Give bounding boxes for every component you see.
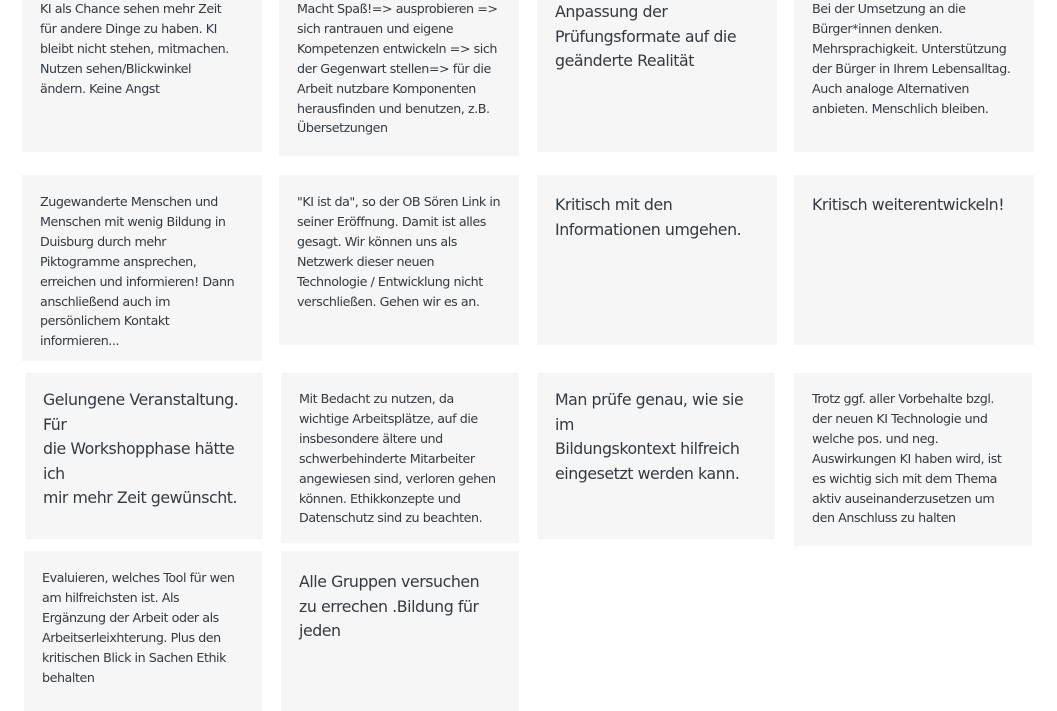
sticky-note[interactable] [794,175,1034,345]
sticky-note-text: Evaluieren, welches Tool für wen am hilfreichsten ist. Als Ergänzung der Arbeit oder als Arbeitserleixhterung. Plus den kritischen Blick in Sachen Ethik behalten [42,570,235,685]
sticky-note-text: Kritisch weiterentwickeln! [812,195,1005,214]
sticky-note[interactable] [537,373,775,539]
sticky-note[interactable] [281,551,519,711]
sticky-note-text: KI als Chance sehen mehr Zeit für andere Dinge zu haben. KI bleibt nicht stehen, mitmachen. Nutzen sehen/Blickwinkel ändern. Keine Angst [40,1,229,96]
sticky-note[interactable] [279,175,519,345]
sticky-note-text: Bei der Umsetzung an die Bürger*innen denken. Mehrsprachigkeit. Unterstützung der Bürger in Ihrem Lebensalltag. Auch analoge Alternativen anbieten. Menschlich bleiben. [812,1,1011,116]
sticky-note-text: Zugewanderte Menschen und Menschen mit wenig Bildung in Duisburg durch mehr Piktogramme ansprechen, erreichen und informieren! Dann anschließend auch im persönlichem Kontakt informieren... [40,194,235,349]
sticky-note[interactable] [794,0,1034,152]
sticky-note[interactable] [281,373,519,543]
sticky-note[interactable] [25,373,263,539]
sticky-note-text: Man prüfe genau, wie sie im Bildungskontext hilfreich eingesetzt werden kann. [555,390,744,483]
sticky-note-text: Anpassung der Prüfungsformate auf die geänderte Realität [555,2,737,71]
sticky-note[interactable] [794,373,1032,546]
sticky-note[interactable] [24,551,262,711]
sticky-note-text: Macht Spaß!=> ausprobieren => sich rantrauen und eigene Kompetenzen entwickeln => sich der Gegenwart stellen=> für die Arbeit nutzbare Komponenten herausfinden und benutzen, z.B. Übersetzungen [297,1,498,136]
sticky-note[interactable] [279,0,519,156]
sticky-note[interactable] [22,175,262,361]
sticky-note-text: Kritisch mit den Informationen umgehen. [555,195,742,239]
sticky-note-text: "KI ist da", so der OB Sören Link in seiner Eröffnung. Damit ist alles gesagt. Wir können uns als Netzwerk dieser neuen Technologie / Entwicklung nicht verschließen. Gehen wir es an. [297,194,501,309]
sticky-note[interactable] [22,0,262,152]
sticky-note[interactable] [537,175,777,345]
sticky-note-text: Gelungene Veranstaltung. Für die Workshopphase hätte ich mir mehr Zeit gewünscht. [43,390,239,508]
sticky-note-text: Mit Bedacht zu nutzen, da wichtige Arbeitsplätze, auf die insbesondere ältere und schwerbehinderte Mitarbeiter angewiesen sind, verloren gehen können. Ethikkonzepte und Datenschutz sind zu beachten. [299,391,496,526]
sticky-note-text: Trotz ggf. aller Vorbehalte bzgl. der neuen KI Technologie und welche pos. und neg. Auswirkungen KI haben wird, ist es wichtig sich mit dem Thema aktiv auseinanderzusetzen um den Anschluss zu halten [812,391,1002,526]
sticky-note[interactable] [537,0,777,152]
sticky-note-text: Alle Gruppen versuchen zu errechen .Bildung für jeden [299,572,480,641]
